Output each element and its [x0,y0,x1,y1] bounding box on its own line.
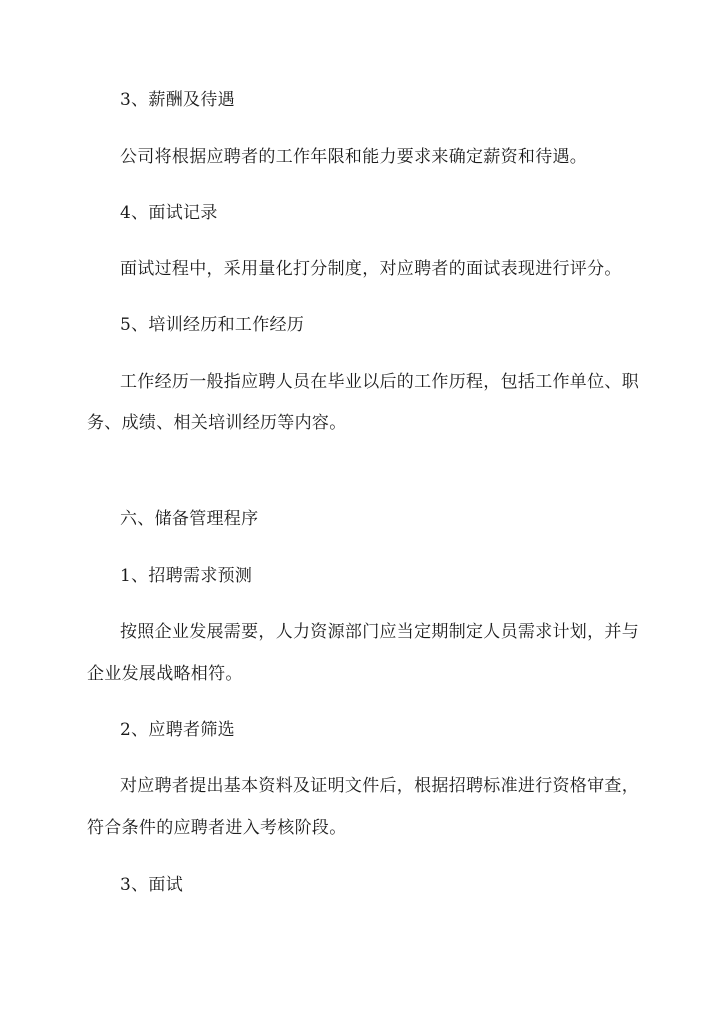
paragraph-screening-line-2: 符合条件的应聘者进入考核阶段。 [87,818,347,838]
paragraph-experience-line-1: 工作经历一般指应聘人员在毕业以后的工作历程，包括工作单位、职 [120,372,639,392]
paragraph-screening-line-1: 对应聘者提出基本资料及证明文件后，根据招聘标准进行资格审查， [120,776,639,796]
section-heading-screening: 2、应聘者筛选 [120,720,235,740]
paragraph-experience-line-2: 务、成绩、相关培训经历等内容。 [87,413,347,433]
section-heading-interview-record: 4、面试记录 [120,203,218,223]
paragraph-salary: 公司将根据应聘者的工作年限和能力要求来确定薪资和待遇。 [120,147,588,167]
section-heading-salary: 3、薪酬及待遇 [120,90,235,110]
chapter-heading-reserve-management: 六、储备管理程序 [120,509,259,529]
section-heading-demand-forecast: 1、招聘需求预测 [120,566,253,586]
paragraph-demand-forecast-line-1: 按照企业发展需要，人力资源部门应当定期制定人员需求计划，并与 [120,622,639,642]
section-heading-interview: 3、面试 [120,875,184,895]
paragraph-interview-record: 面试过程中，采用量化打分制度，对应聘者的面试表现进行评分。 [120,259,622,279]
section-heading-experience: 5、培训经历和工作经历 [120,315,305,335]
paragraph-demand-forecast-line-2: 企业发展战略相符。 [87,664,243,684]
